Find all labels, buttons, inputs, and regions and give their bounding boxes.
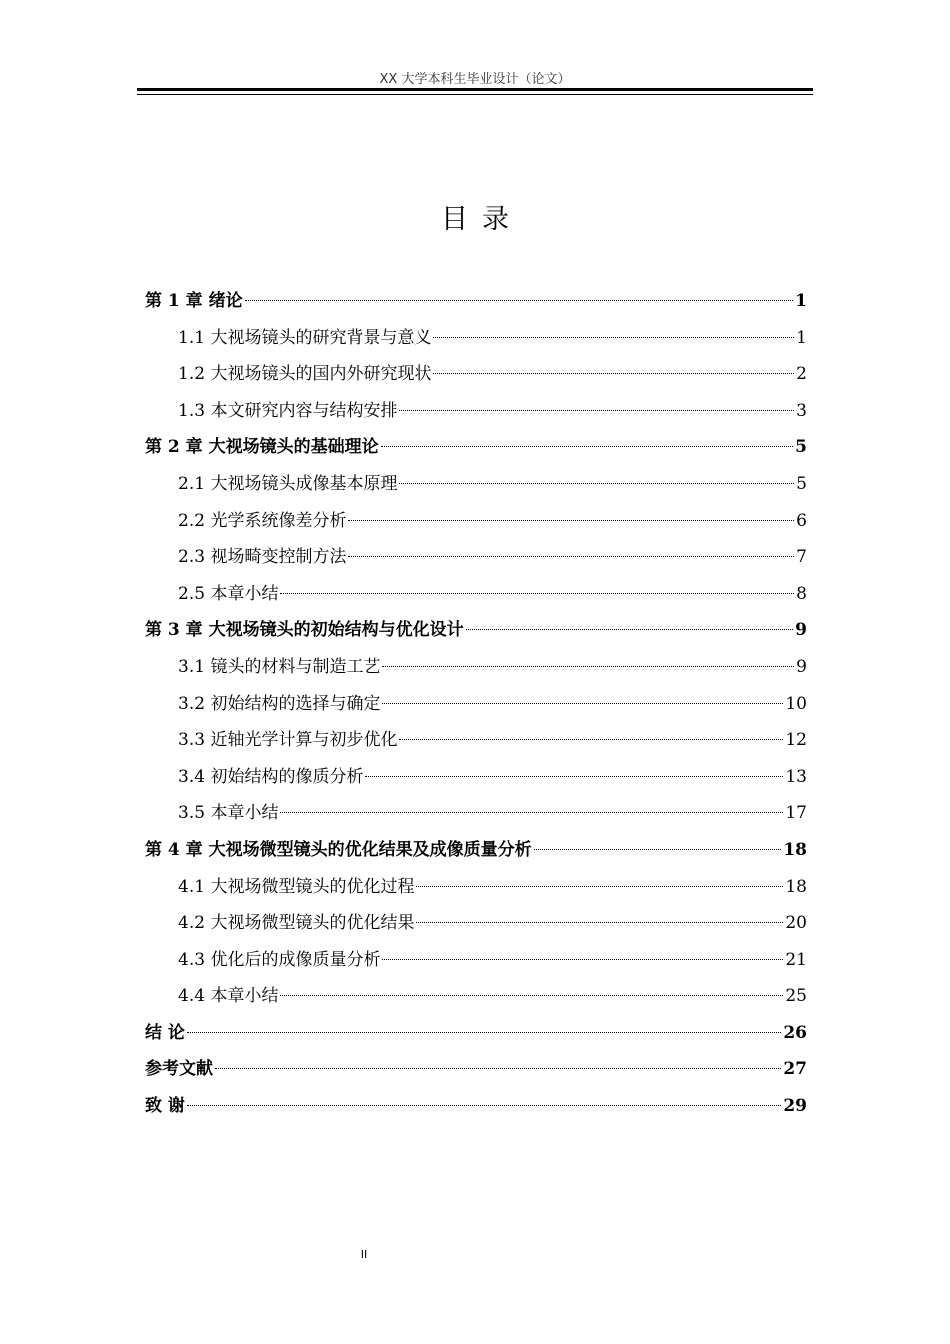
toc-dot-leader xyxy=(466,629,794,630)
toc-dot-leader xyxy=(399,739,783,740)
toc-entry-label: 第 3 章 大视场镜头的初始结构与优化设计 xyxy=(145,620,464,641)
toc-chapter-entry[interactable] xyxy=(145,612,807,649)
toc-entry-page: 5 xyxy=(795,437,807,458)
toc-entry-page: 7 xyxy=(796,547,807,568)
toc-entry-page: 18 xyxy=(785,876,807,897)
toc-entry-label: 3.2 初始结构的选择与确定 xyxy=(178,693,381,714)
toc-entry-label: 2.2 光学系统像差分析 xyxy=(178,510,347,531)
toc-entry-page: 1 xyxy=(795,291,807,311)
toc-dot-leader xyxy=(280,995,783,996)
toc-entry-label: 3.1 镜头的材料与制造工艺 xyxy=(178,656,381,677)
toc-dot-leader xyxy=(416,922,783,923)
toc-section-entry[interactable] xyxy=(145,722,807,759)
toc-entry-page: 13 xyxy=(785,766,807,787)
toc-chapter-entry[interactable] xyxy=(145,832,807,869)
header-rule-thick xyxy=(137,88,813,91)
toc-entry-label: 参考文献 xyxy=(145,1059,213,1080)
toc-entry-label: 2.5 本章小结 xyxy=(178,583,279,604)
toc-section-entry[interactable] xyxy=(145,686,807,723)
toc-entry-label: 第 2 章 大视场镜头的基础理论 xyxy=(145,437,379,458)
toc-section-entry[interactable] xyxy=(145,942,807,979)
toc-entry-page: 25 xyxy=(785,986,807,1007)
toc-dot-leader xyxy=(382,703,783,704)
toc-entry-page: 17 xyxy=(785,803,807,824)
toc-entry-label: 第 1 章 绪论 xyxy=(145,291,243,311)
toc-chapter-entry[interactable] xyxy=(145,1088,807,1125)
toc-dot-leader xyxy=(382,666,794,667)
toc-list xyxy=(145,283,807,1125)
toc-entry-label: 1.1 大视场镜头的研究背景与意义 xyxy=(178,327,432,348)
toc-entry-label: 4.4 本章小结 xyxy=(178,986,279,1007)
toc-section-entry[interactable] xyxy=(145,759,807,796)
toc-entry-page: 27 xyxy=(783,1059,807,1080)
toc-entry-label: 1.2 大视场镜头的国内外研究现状 xyxy=(178,364,432,385)
toc-chapter-entry[interactable] xyxy=(145,283,807,320)
toc-entry-label: 致 谢 xyxy=(145,1096,185,1117)
toc-dot-leader xyxy=(348,556,794,557)
toc-entry-label: 4.2 大视场微型镜头的优化结果 xyxy=(178,913,415,934)
toc-entry-page: 21 xyxy=(785,949,807,970)
toc-entry-page: 2 xyxy=(796,364,807,385)
toc-entry-label: 3.4 初始结构的像质分析 xyxy=(178,766,364,787)
toc-dot-leader xyxy=(245,300,794,301)
toc-entry-page: 5 xyxy=(796,473,807,494)
toc-entry-label: 4.1 大视场微型镜头的优化过程 xyxy=(178,876,415,897)
toc-entry-page: 29 xyxy=(783,1096,807,1117)
toc-entry-page: 3 xyxy=(796,400,807,421)
toc-entry-page: 9 xyxy=(795,620,807,641)
toc-title: 目录 xyxy=(441,204,523,235)
toc-entry-page: 6 xyxy=(796,510,807,531)
toc-section-entry[interactable] xyxy=(145,466,807,503)
toc-dot-leader xyxy=(416,886,783,887)
toc-section-entry[interactable] xyxy=(145,905,807,942)
toc-dot-leader xyxy=(399,483,794,484)
toc-dot-leader xyxy=(280,593,794,594)
toc-entry-label: 4.3 优化后的成像质量分析 xyxy=(178,949,381,970)
toc-dot-leader xyxy=(433,373,794,374)
toc-dot-leader xyxy=(433,337,794,338)
toc-dot-leader xyxy=(187,1032,781,1033)
toc-chapter-entry[interactable] xyxy=(145,1015,807,1052)
toc-chapter-entry[interactable] xyxy=(145,1051,807,1088)
toc-chapter-entry[interactable] xyxy=(145,429,807,466)
page-number: II xyxy=(360,1248,368,1261)
toc-entry-label: 第 4 章 大视场微型镜头的优化结果及成像质量分析 xyxy=(145,839,532,860)
toc-entry-page: 20 xyxy=(785,913,807,934)
toc-section-entry[interactable] xyxy=(145,320,807,357)
toc-entry-label: 2.3 视场畸变控制方法 xyxy=(178,547,347,568)
toc-dot-leader xyxy=(280,812,783,813)
toc-dot-leader xyxy=(365,776,783,777)
toc-dot-leader xyxy=(381,446,794,447)
toc-section-entry[interactable] xyxy=(145,795,807,832)
toc-entry-page: 1 xyxy=(796,327,807,348)
toc-entry-label: 3.5 本章小结 xyxy=(178,803,279,824)
toc-section-entry[interactable] xyxy=(145,393,807,430)
toc-section-entry[interactable] xyxy=(145,576,807,613)
toc-entry-page: 26 xyxy=(783,1022,807,1043)
toc-entry-label: 3.3 近轴光学计算与初步优化 xyxy=(178,730,398,751)
toc-section-entry[interactable] xyxy=(145,356,807,393)
toc-entry-page: 18 xyxy=(783,839,807,860)
toc-entry-label: 1.3 本文研究内容与结构安排 xyxy=(178,400,398,421)
toc-dot-leader xyxy=(215,1068,781,1069)
toc-section-entry[interactable] xyxy=(145,649,807,686)
toc-entry-page: 12 xyxy=(785,730,807,751)
toc-entry-label: 2.1 大视场镜头成像基本原理 xyxy=(178,473,398,494)
header-rule-thin xyxy=(137,94,813,95)
toc-entry-page: 10 xyxy=(785,693,807,714)
toc-dot-leader xyxy=(348,520,794,521)
toc-section-entry[interactable] xyxy=(145,539,807,576)
toc-dot-leader xyxy=(399,410,794,411)
toc-dot-leader xyxy=(187,1105,781,1106)
toc-entry-page: 8 xyxy=(796,583,807,604)
toc-section-entry[interactable] xyxy=(145,869,807,906)
running-header: XX 大学本科生毕业设计（论文） xyxy=(379,72,571,87)
toc-section-entry[interactable] xyxy=(145,503,807,540)
toc-dot-leader xyxy=(534,849,782,850)
toc-entry-page: 9 xyxy=(796,656,807,677)
toc-dot-leader xyxy=(382,959,783,960)
toc-entry-label: 结 论 xyxy=(145,1022,185,1043)
toc-section-entry[interactable] xyxy=(145,978,807,1015)
